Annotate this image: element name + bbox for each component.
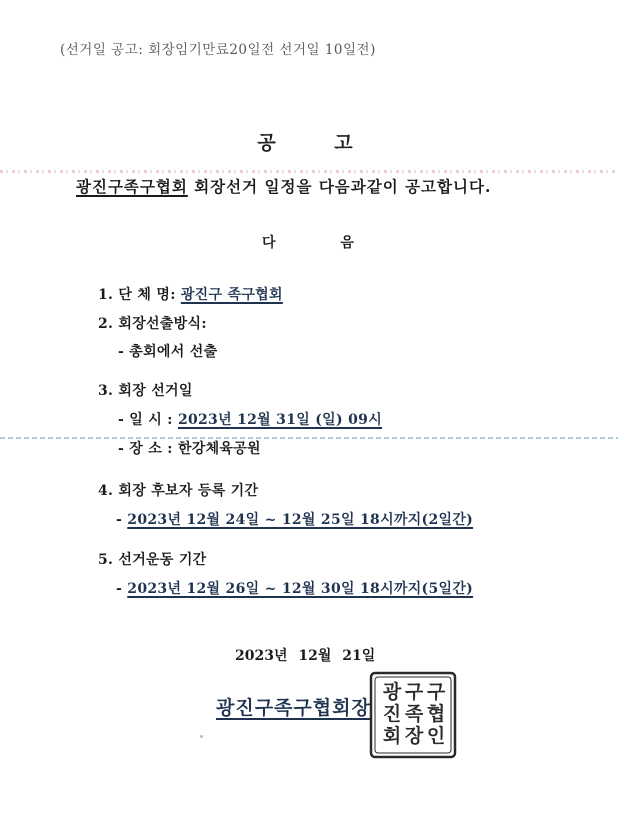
election-datetime-label: - 일 시 :	[118, 412, 178, 428]
election-place-value: 한강체육공원	[177, 441, 261, 457]
election-notice-note: (선거일 공고: 회장임기만료20일전 선거일 10일전)	[60, 42, 376, 58]
svg-text:광: 광	[382, 681, 402, 703]
item-registration-period	[116, 509, 473, 529]
item-campaign-period	[116, 578, 473, 598]
official-seal-stamp	[368, 670, 458, 760]
document-title: 공 고	[257, 132, 379, 154]
svg-text:진: 진	[382, 703, 402, 725]
svg-text:족: 족	[404, 703, 424, 725]
item-method-label: 2. 회장선출방식:	[98, 316, 207, 332]
item-org-name-value: 광진구 족구협회	[180, 287, 283, 303]
svg-text:인: 인	[426, 725, 446, 747]
item-election-place	[118, 438, 261, 458]
campaign-dash: -	[116, 581, 128, 597]
scan-streak-blue	[0, 437, 618, 439]
signature-line: 광진구족구협회장	[216, 697, 371, 719]
item-election-day-label: 3. 회장 선거일	[98, 383, 193, 399]
intro-rest: 회장선거 일정을 다음과같이 공고합니다.	[187, 177, 492, 196]
svg-text:회: 회	[382, 725, 402, 747]
item-registration-label: 4. 회장 후보자 등록 기간	[98, 483, 259, 499]
section-heading: 다 음	[262, 235, 384, 251]
item-election-datetime	[118, 409, 382, 429]
election-datetime-value: 2023년 12월 31일 (일) 09시	[177, 412, 383, 428]
election-place-label: - 장 소 :	[118, 441, 178, 457]
item-campaign-label: 5. 선거운동 기간	[98, 552, 207, 568]
svg-text:협: 협	[426, 703, 446, 725]
item-method-value: - 총회에서 선출	[118, 344, 218, 360]
intro-sentence	[76, 175, 491, 197]
issue-date: 2023년 12월 21일	[235, 648, 376, 664]
scan-speck	[200, 735, 203, 738]
svg-text:장: 장	[404, 725, 424, 747]
campaign-period-value: 2023년 12월 26일 ~ 12월 30일 18시까지(5일간)	[127, 581, 474, 597]
intro-org-name: 광진구족구협회	[76, 177, 188, 196]
item-org-name-label: 1. 단 체 명:	[98, 287, 181, 303]
svg-text:구: 구	[404, 681, 424, 703]
scan-streak-red	[0, 170, 618, 173]
svg-text:구: 구	[426, 681, 446, 703]
registration-dash: -	[116, 512, 128, 528]
item-org-name	[98, 284, 283, 304]
registration-period-value: 2023년 12월 24일 ~ 12월 25일 18시까지(2일간)	[127, 512, 474, 528]
